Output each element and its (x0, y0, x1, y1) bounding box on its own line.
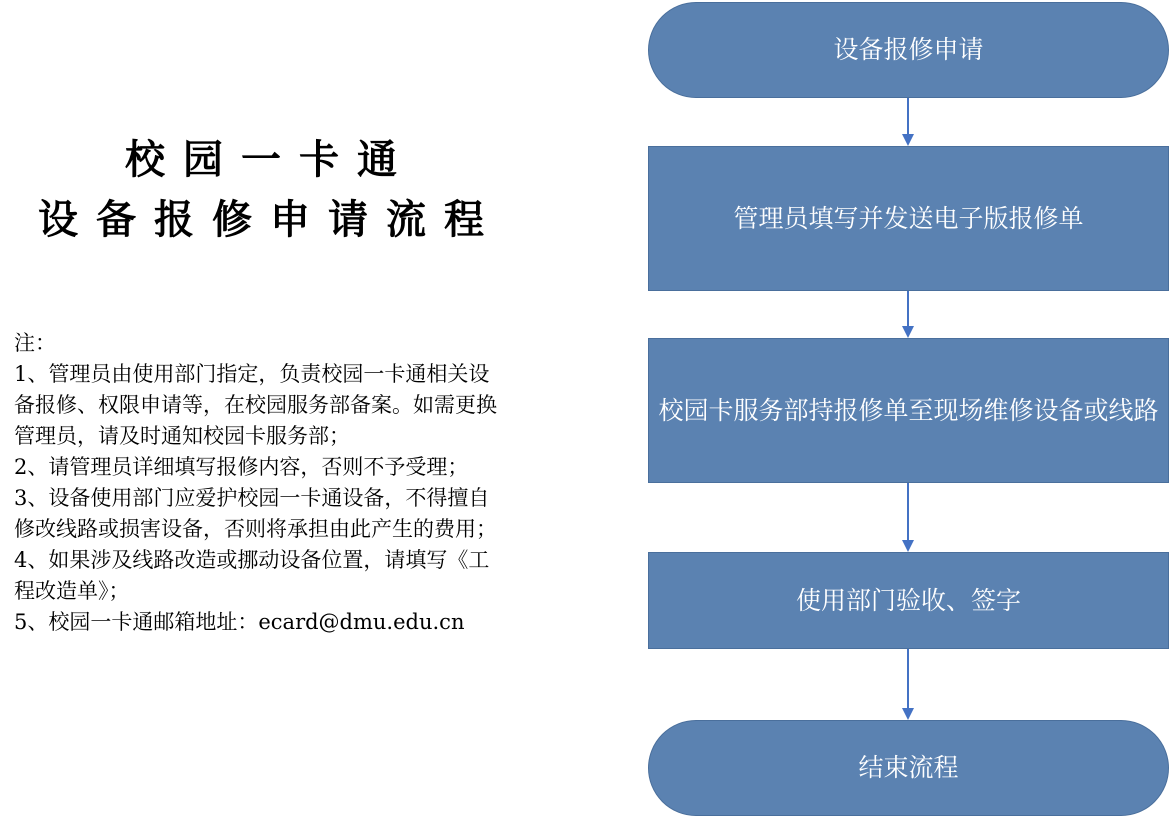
note-line: 4、如果涉及线路改造或挪动设备位置，请填写《工 (14, 548, 490, 572)
note-line: 2、请管理员详细填写报修内容，否则不予受理； (14, 455, 469, 479)
flow-step-acceptance: 使用部门验收、签字 (648, 552, 1169, 649)
note-line: 修改线路或损害设备，否则将承担由此产生的费用； (14, 517, 497, 541)
note-line: 程改造单》； (14, 579, 130, 603)
flow-arrowhead-3 (902, 540, 914, 552)
note-line: 管理员，请及时通知校园卡服务部； (14, 424, 350, 448)
flow-step-submit-form: 管理员填写并发送电子版报修单 (648, 146, 1169, 291)
note-line: 1、管理员由使用部门指定，负责校园一卡通相关设 (14, 362, 490, 386)
title-line-2: 设备报修申请流程 (38, 196, 502, 243)
notes-section (14, 328, 564, 638)
note-line: 3、设备使用部门应爱护校园一卡通设备，不得擅自 (14, 486, 490, 510)
flow-arrowhead-4 (902, 708, 914, 720)
flow-arrowhead-1 (902, 134, 914, 146)
note-line: 5、校园一卡通邮箱地址：ecard@dmu.edu.cn (14, 610, 465, 634)
flow-end-node: 结束流程 (648, 720, 1169, 816)
notes-heading: 注： (14, 331, 56, 355)
flow-start-node: 设备报修申请 (648, 2, 1169, 98)
note-line: 备报修、权限申请等，在校园服务部备案。如需更换 (14, 393, 497, 417)
title-line-1: 校园一卡通 (125, 136, 415, 183)
flow-arrowhead-2 (902, 326, 914, 338)
flow-step-onsite-repair: 校园卡服务部持报修单至现场维修设备或线路 (648, 338, 1169, 483)
